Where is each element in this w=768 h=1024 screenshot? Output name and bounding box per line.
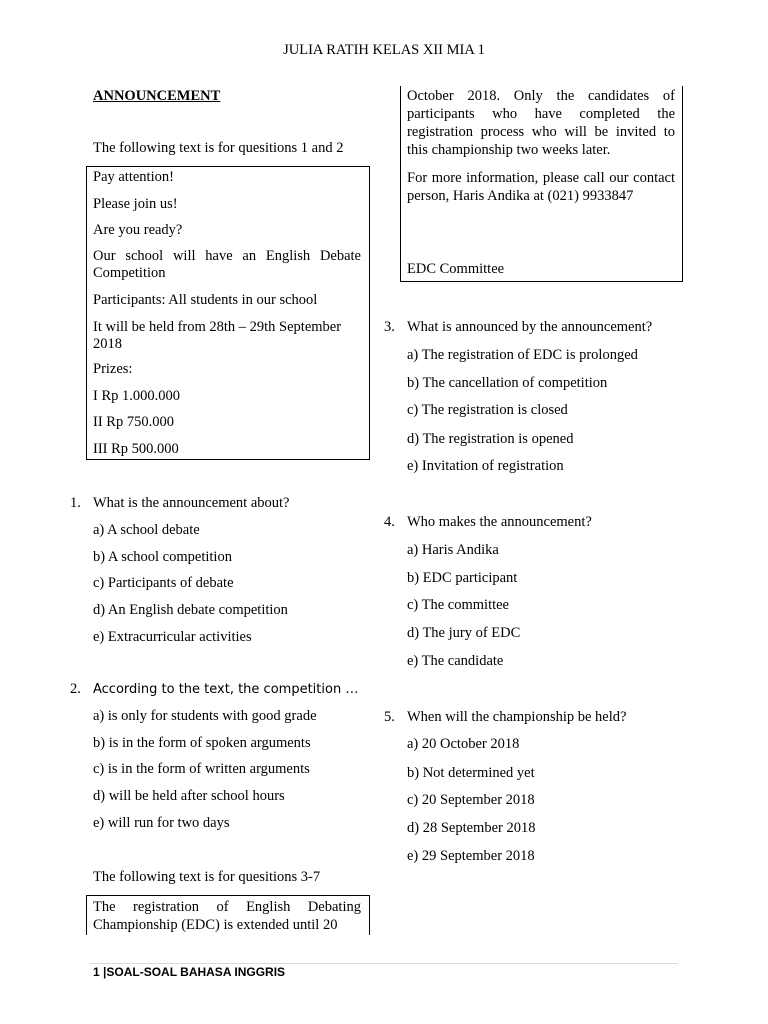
box1-line: III Rp 500.000 <box>93 441 179 457</box>
q3-option: a) The registration of EDC is prolonged <box>407 347 638 363</box>
q5-option: c) 20 September 2018 <box>407 792 535 808</box>
q1-option: d) An English debate competition <box>93 602 288 618</box>
footer-divider <box>90 963 678 964</box>
q1-text: What is the announcement about? <box>93 495 290 511</box>
q3-option: b) The cancellation of competition <box>407 375 608 391</box>
intro-text-1: The following text is for quesitions 1 and 2 <box>93 140 344 156</box>
box1-line: It will be held from 28th – 29th September 2018 <box>93 319 342 352</box>
page-header: JULIA RATIH KELAS XII MIA 1 <box>283 42 485 58</box>
q1-option: c) Participants of debate <box>93 575 234 591</box>
q5-number: 5. <box>384 709 395 725</box>
page-footer: 1 |SOAL-SOAL BAHASA INGGRIS <box>93 965 286 979</box>
q3-option: d) The registration is opened <box>407 431 574 447</box>
q2-option: d) will be held after school hours <box>93 788 285 804</box>
q1-number: 1. <box>70 495 81 511</box>
q5-option: a) 20 October 2018 <box>407 736 520 752</box>
box1-line: Prizes: <box>93 361 133 377</box>
q3-number: 3. <box>384 319 395 335</box>
q2-text: According to the text, the competition … <box>93 682 359 697</box>
q1-option: e) Extracurricular activities <box>93 629 252 645</box>
q4-option: b) EDC participant <box>407 570 518 586</box>
q4-option: c) The committee <box>407 597 509 613</box>
q2-number: 2. <box>70 681 81 697</box>
box1-line: Are you ready? <box>93 222 183 238</box>
announcement-box-2-start <box>86 895 370 935</box>
announcement-heading: ANNOUNCEMENT <box>93 88 221 104</box>
q2-option: c) is in the form of written arguments <box>93 761 310 777</box>
announcement-box-1 <box>86 166 370 460</box>
box2-signature: EDC Committee <box>407 261 505 277</box>
q5-option: d) 28 September 2018 <box>407 820 536 836</box>
q4-option: d) The jury of EDC <box>407 625 521 641</box>
announcement-box-2-continued <box>400 86 683 282</box>
box2-para-2: For more information, please call our contact person, Haris Andika at (021) 9933847 <box>407 170 675 204</box>
q5-option: b) Not determined yet <box>407 765 535 781</box>
box1-line: Our school will have an English Debate Competition <box>93 248 361 281</box>
box1-line: Please join us! <box>93 196 178 212</box>
q3-option: e) Invitation of registration <box>407 458 564 474</box>
box1-line: Pay attention! <box>93 169 174 185</box>
q2-option: a) is only for students with good grade <box>93 708 317 724</box>
q2-option: e) will run for two days <box>93 815 230 831</box>
q1-option: b) A school competition <box>93 549 232 565</box>
q3-option: c) The registration is closed <box>407 402 568 418</box>
q4-option: e) The candidate <box>407 653 504 669</box>
box2-text: The registration of English Debating Championship (EDC) is extended until 20 <box>93 899 361 933</box>
box1-line: II Rp 750.000 <box>93 414 174 430</box>
intro-text-2: The following text is for quesitions 3-7 <box>93 869 321 885</box>
q4-option: a) Haris Andika <box>407 542 499 558</box>
q5-text: When will the championship be held? <box>407 709 627 725</box>
box1-line: I Rp 1.000.000 <box>93 388 180 404</box>
box1-line: Participants: All students in our school <box>93 292 318 308</box>
q1-option: a) A school debate <box>93 522 200 538</box>
box2-para-1: October 2018. Only the candidates of participants who have completed the registration process who will be invited to this championship two weeks later. <box>407 88 675 158</box>
q4-text: Who makes the announcement? <box>407 514 592 530</box>
q4-number: 4. <box>384 514 395 530</box>
q5-option: e) 29 September 2018 <box>407 848 535 864</box>
q3-text: What is announced by the announcement? <box>407 319 653 335</box>
q2-option: b) is in the form of spoken arguments <box>93 735 311 751</box>
